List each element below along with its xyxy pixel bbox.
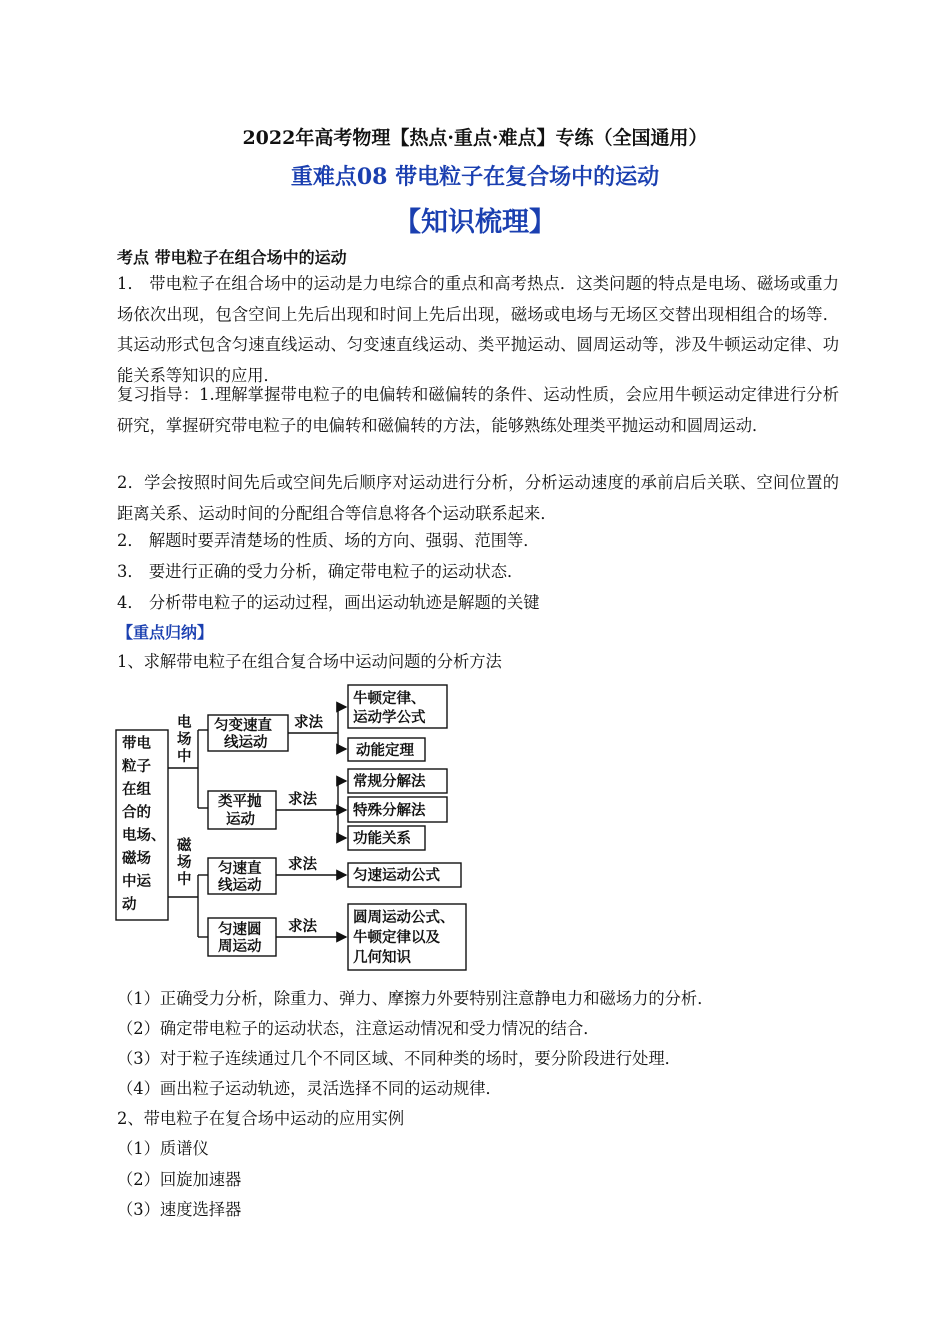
application-2: （2）回旋加速器 [117,1170,242,1189]
paragraph-1: 1． 带电粒子在组合场中的运动是力电综合的重点和高考热点．这类问题的特点是电场、磁场或重力场依次出现，包含空间上先后出现和时间上先后出现，磁场或电场与无场区交替出现相组合的场等．其运动形式包含匀速直线运动、匀变速直线运动、类平抛运动、圆周运动等，涉及牛顿运动定律、功能关系等知识的应用． [117,274,839,385]
root-text-1: 带电 [122,736,151,752]
paragraph-review-guide: 复习指导：1.理解掌握带电粒子的电偏转和磁偏转的条件、运动性质，会应用牛顿运动定律进行分析研究，掌握研究带电粒子的电偏转和磁偏转的方法，能够熟练处理类平抛运动和圆周运动． [117,385,839,435]
root-text-6: 磁场 [122,851,151,867]
application-3: （3）速度选择器 [117,1200,242,1219]
focus-item-1: 1、求解带电粒子在组合复合场中运动问题的分析方法 [117,652,502,671]
analysis-flow-diagram [110,675,480,980]
result-2: 动能定理 [356,743,414,759]
motion-1-line-2: 线运动 [224,735,268,751]
elec-label-2: 场 [177,732,192,748]
motion-1-line-1: 匀变速直 [214,718,272,734]
result-5: 功能关系 [353,831,411,847]
root-text-2: 粒子 [122,759,151,775]
mag-label-3: 中 [177,872,192,888]
result-7-line-2: 牛顿定律以及 [353,930,440,946]
document-subtitle: 重难点08 带电粒子在复合场中的运动 [290,164,660,190]
elec-label-3: 中 [177,749,192,765]
result-7-line-1: 圆周运动公式、 [353,910,455,926]
step-2: （2）确定带电粒子的运动状态，注意运动情况和受力情况的结合． [117,1019,600,1038]
root-text-3: 在组 [122,782,151,798]
root-text-8: 动 [122,897,137,913]
document-title: 2022年高考物理【热点·重点·难点】专练（全国通用） [242,127,708,149]
motion-3-line-2: 线运动 [218,878,262,894]
mag-label-2: 场 [177,855,192,871]
result-1-line-1: 牛顿定律、 [353,691,426,707]
root-text-5: 电场、 [122,828,166,844]
result-6: 匀速运动公式 [353,868,440,884]
point-4: 4． 分析带电粒子的运动过程，画出运动轨迹是解题的关键 [117,593,540,612]
motion-4-line-2: 周运动 [218,939,262,955]
focus-heading: 【重点归纳】 [117,623,214,642]
root-text-7: 中运 [122,874,151,890]
motion-2-line-2: 运动 [226,812,255,828]
result-1-line-2: 运动学公式 [353,710,426,726]
paragraph-2: 2．学会按照时间先后或空间先后顺序对运动进行分析，分析运动速度的承前启后关联、空间位置的距离关系、运动时间的分配组合等信息将各个运动联系起来． [117,473,839,523]
result-3: 常规分解法 [353,774,426,790]
application-1: （1）质谱仪 [117,1139,209,1158]
result-7-line-3: 几何知识 [353,950,411,966]
motion-3-line-1: 匀速直 [218,861,262,877]
step-4: （4）画出粒子运动轨迹，灵活选择不同的运动规律． [117,1079,502,1098]
point-2: 2． 解题时要弄清楚场的性质、场的方向、强弱、范围等． [117,531,540,550]
step-1: （1）正确受力分析，除重力、弹力、摩擦力外要特别注意静电力和磁场力的分析． [117,989,714,1008]
elec-label-1: 电 [177,715,192,731]
point-3: 3． 要进行正确的受力分析，确定带电粒子的运动状态． [117,562,524,581]
focus-item-2: 2、带电粒子在复合场中运动的应用实例 [117,1109,405,1128]
result-4: 特殊分解法 [353,803,426,819]
method-label-4: 求法 [288,919,317,935]
mag-label-1: 磁 [177,838,192,854]
topic-heading: 考点 带电粒子在组合场中的运动 [117,248,347,267]
motion-2-line-1: 类平抛 [218,794,262,810]
step-3: （3）对于粒子连续通过几个不同区域、不同种类的场时，要分阶段进行处理． [117,1049,681,1068]
root-text-4: 合的 [122,805,151,821]
method-label-3: 求法 [288,857,317,873]
section-heading: 【知识梳理】 [394,207,556,238]
motion-4-line-1: 匀速圆 [218,922,262,938]
method-label-2: 求法 [288,792,317,808]
method-label-1: 求法 [294,715,323,731]
